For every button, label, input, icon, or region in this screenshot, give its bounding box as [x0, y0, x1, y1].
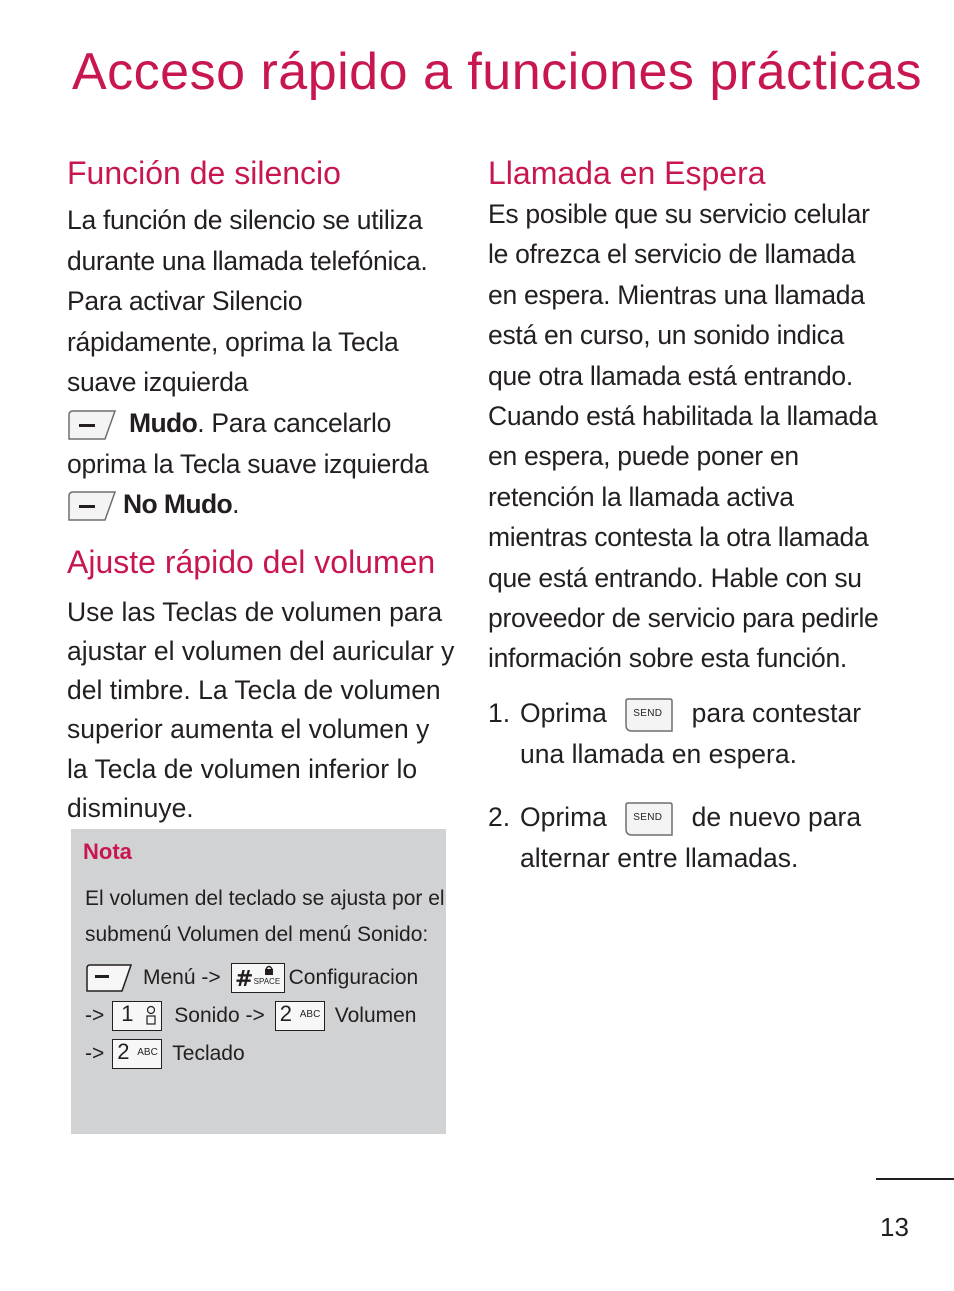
teclado-label: Teclado — [172, 1042, 245, 1065]
hash-key-icon — [231, 963, 285, 993]
key-1-icon — [112, 1001, 162, 1031]
arrow-label: -> — [85, 1004, 105, 1027]
sonido-label: Sonido -> — [174, 1004, 265, 1027]
step-number: 2. — [488, 801, 511, 832]
left-column — [67, 150, 457, 828]
left-soft-key-icon — [67, 409, 117, 441]
key-2-sub: ABC — [299, 1009, 321, 1020]
note-text: El volumen del teclado se ajusta por el submenú Volumen del menú Sonido: — [85, 887, 445, 946]
key-2-label: 2 — [117, 1039, 130, 1064]
note-path-row — [85, 997, 446, 1035]
key-1-label: 1 — [121, 1001, 134, 1026]
right-column — [488, 150, 888, 879]
left-soft-key-icon — [85, 963, 135, 993]
unmute-label: No Mudo — [123, 489, 233, 520]
volume-paragraph: Use las Teclas de volumen para ajustar el volumen del auricular y del timbre. La Tecla de volumen superior aumenta el volumen y la Tecla de volumen inferior lo disminuye. — [67, 596, 455, 823]
key-2-icon — [112, 1039, 162, 1069]
step-number: 1. — [488, 697, 511, 728]
note-path-row — [85, 959, 446, 997]
key-2-icon — [275, 1001, 325, 1031]
page-title: Acceso rápido a funciones prácticas — [72, 43, 922, 101]
menu-label: Menú -> — [143, 966, 221, 989]
send-key-label: SEND — [633, 811, 663, 823]
configuracion-label: Configuracion — [288, 966, 419, 989]
volumen-label: Volumen — [334, 1004, 417, 1027]
step-post: para contestar una llamada en espera. — [520, 697, 862, 769]
send-key-icon — [624, 801, 674, 837]
volume-heading: Ajuste rápido del volumen — [67, 543, 436, 580]
note-box — [71, 829, 446, 1134]
page-number: 13 — [880, 1212, 909, 1242]
silence-paragraph — [67, 200, 457, 525]
send-key-label: SEND — [633, 707, 663, 719]
key-2-sub: ABC — [137, 1047, 158, 1058]
hash-key-sub: SPACE — [253, 977, 281, 986]
call-waiting-steps — [488, 693, 888, 879]
footer-rule — [876, 1178, 954, 1180]
mute-label: Mudo — [129, 407, 198, 438]
step-item — [488, 693, 888, 775]
arrow-label: -> — [85, 1042, 105, 1065]
silence-text-1: La función de silencio se utiliza durante una llamada telefónica. Para activar Silencio rápidamente, oprima la Tecla suave izquierda — [67, 205, 428, 398]
left-soft-key-icon — [67, 490, 117, 522]
silence-text-3: . — [232, 489, 240, 520]
step-pre: Oprima — [520, 801, 607, 832]
silence-heading: Función de silencio — [67, 155, 341, 191]
call-waiting-paragraph: Es posible que su servicio celular le ofrezca el servicio de llamada en espera. Mientras una llamada está en curso, un sonido indica que otra llamada está entrando. Cuando está habilitada la llamada en espera, puede poner en retención la llamada activa mientras contesta la otra llamada que está entrando. Hable con su proveedor de servicio para pedirle información sobre esta función. — [488, 199, 879, 674]
key-2-label: 2 — [279, 1001, 292, 1026]
svg-text:#: # — [234, 967, 254, 992]
silence-text-2: . Para cancelarlo oprima la Tecla suave izquierda — [67, 407, 429, 479]
step-pre: Oprima — [520, 697, 607, 728]
note-title: Nota — [83, 839, 132, 864]
step-post: de nuevo para alternar entre llamadas. — [520, 801, 862, 873]
note-menu-path — [85, 959, 446, 1073]
call-waiting-heading: Llamada en Espera — [488, 155, 766, 191]
send-key-icon — [624, 697, 674, 733]
note-path-row — [85, 1035, 446, 1073]
step-item — [488, 797, 888, 879]
